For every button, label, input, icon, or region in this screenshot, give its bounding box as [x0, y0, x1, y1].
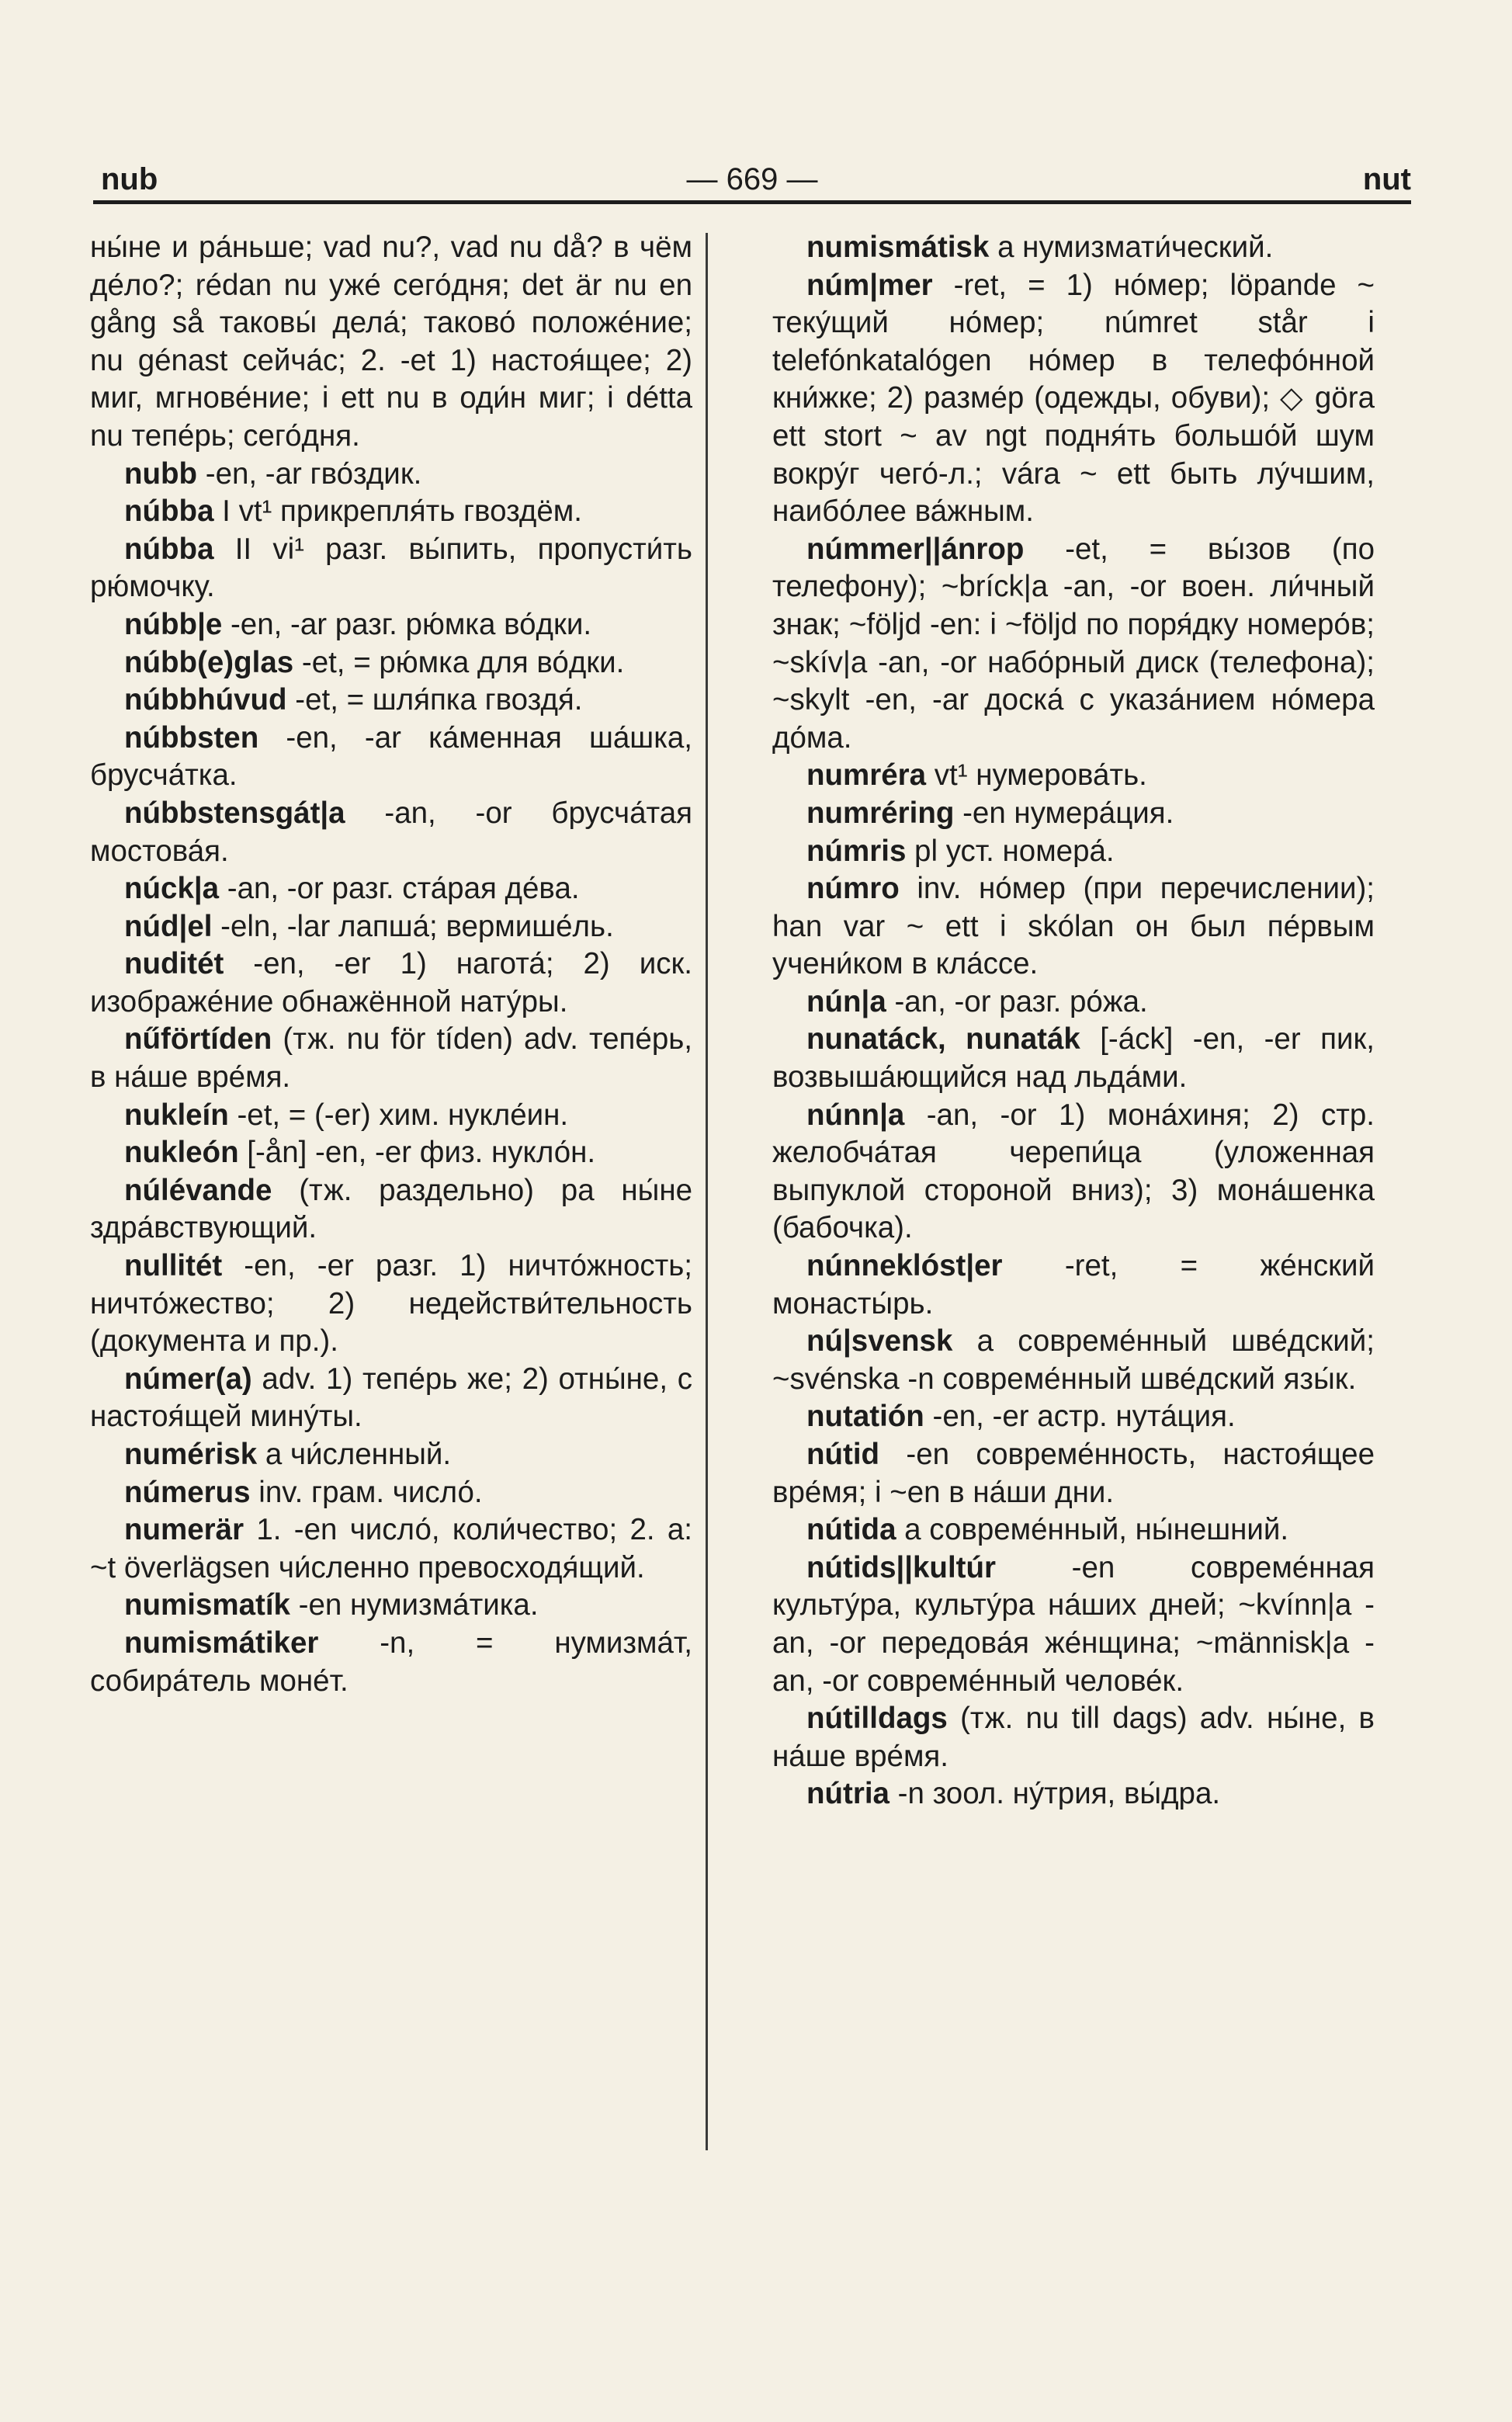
entry-definition: pl уст. номера́. [906, 834, 1115, 868]
entry-headword: númmer||ánrop [806, 532, 1025, 566]
dictionary-entry [772, 1323, 1375, 1398]
dictionary-entry [90, 1511, 692, 1587]
dictionary-entry [90, 1587, 692, 1625]
dictionary-entry [772, 531, 1375, 758]
dictionary-entry [90, 1436, 692, 1474]
entry-definition: -en, -er 1) нагота́; 2) иск. изображе́ние обнажённой нату́ры. [90, 947, 692, 1018]
entry-definition: ны́не и ра́ньше; vad nu?, vad nu då? в чём де́ло?; rédan nu уже́ сего́дня; det är nu en gång så таковы́ дела́; таково́ положе́ние; nu génast сейча́с; 2. -et 1) настоя́щее; 2) миг, мгнове́ние; i ett nu в оди́н миг; i détta nu тепе́рь; сего́дня. [90, 231, 692, 453]
entry-definition: (тж. nu för tíden) adv. тепе́рь, в на́ше вре́мя. [90, 1022, 692, 1095]
entry-definition: -an, -or разг. ста́рая де́ва. [219, 872, 580, 906]
entry-definition: -et, = рю́мка для во́дки. [293, 645, 625, 679]
dictionary-entry [90, 1474, 692, 1512]
entry-definition: -an, -or 1) мона́хиня; 2) стр. желобча́тая черепи́ца (уложенная выпуклой стороной вниз); 3) мона́шенка (бабочка). [772, 1098, 1375, 1245]
entry-headword: nűförtíden [124, 1022, 272, 1057]
entry-definition: -eln, -lar лапша́; вермише́ль. [212, 909, 614, 943]
entry-definition: -en, -ar разг. рю́мка во́дки. [222, 607, 592, 641]
entry-definition: I vt¹ прикрепля́ть гвоздём. [213, 494, 582, 529]
entry-headword: nukleín [124, 1098, 229, 1132]
dictionary-entry [772, 757, 1375, 795]
entry-definition: -en совреме́нная культу́ра, культу́ра на́ших дней; ~kvínn|a -an, -or передова́я же́нщина; ~människ|a -an, -or совреме́нный челове́к. [772, 1550, 1375, 1698]
left-guide-word: nub [101, 162, 158, 196]
dictionary-entry [772, 870, 1375, 984]
entry-definition: -en нумизма́тика. [290, 1588, 539, 1622]
entry-headword: numérisk [124, 1438, 258, 1471]
right-column [772, 229, 1375, 1813]
entry-headword: nubb [124, 456, 198, 491]
entry-definition: (тж. раздельно) ра ны́не здра́вствующий. [90, 1173, 692, 1245]
entry-headword: núbba [124, 532, 214, 566]
entry-headword: núbba [124, 494, 214, 529]
dictionary-entry [772, 833, 1375, 871]
entry-headword: númro [806, 872, 900, 906]
entry-definition: [-ån] -en, -er физ. нукло́н. [238, 1136, 596, 1170]
dictionary-entry [90, 531, 692, 606]
entry-definition: adv. 1) тепе́рь же; 2) отны́не, с настоя́щей мину́ты. [90, 1362, 692, 1434]
dictionary-entry [90, 644, 692, 682]
entry-definition: -en, -er астр. нута́ция. [924, 1400, 1236, 1434]
dictionary-entry [772, 1549, 1375, 1700]
running-header [93, 155, 1411, 202]
dictionary-entry [90, 946, 692, 1021]
entry-definition: 1. -en число́, коли́чество; 2. a: ~t överlägsen чи́сленно превосходя́щий. [90, 1513, 692, 1584]
right-guide-word: nut [1362, 162, 1411, 196]
entry-headword: nútid [806, 1438, 880, 1471]
entry-definition: -en нумера́ция. [954, 796, 1174, 830]
entry-headword: numismatík [124, 1588, 290, 1622]
dictionary-entry [90, 229, 692, 456]
entry-headword: nútida [806, 1513, 896, 1547]
entry-definition: -an, -or разг. ро́жа. [886, 984, 1148, 1018]
dictionary-entry [90, 870, 692, 908]
entry-headword: númris [806, 834, 907, 868]
entry-headword: nuditét [124, 947, 224, 981]
entry-headword: numismátisk [806, 231, 990, 264]
left-column [90, 229, 692, 1700]
entry-definition: II vi¹ разг. вы́пить, пропусти́ть рю́мочку. [90, 532, 692, 604]
entry-definition: -et, = шля́пка гвоздя́. [286, 683, 583, 717]
entry-definition: a чи́сленный. [257, 1438, 452, 1471]
entry-definition: a совреме́нный шве́дский; ~svénska -n совреме́нный шве́дский язы́к. [772, 1324, 1375, 1396]
entry-headword: nútids||kultúr [806, 1550, 996, 1584]
entry-headword: nunatáck, nunaták [806, 1022, 1080, 1057]
entry-definition: -en, -ar ка́менная ша́шка, брусча́тка. [90, 720, 692, 793]
header-rule [93, 200, 1411, 204]
dictionary-entry [772, 795, 1375, 833]
dictionary-entry [90, 606, 692, 644]
entry-definition: -an, -or брусча́тая мостова́я. [90, 796, 692, 868]
entry-headword: nutatión [806, 1400, 924, 1434]
entry-headword: núbbhúvud [124, 683, 287, 717]
dictionary-entry [90, 720, 692, 795]
dictionary-entry [772, 1398, 1375, 1436]
entry-headword: núbb(e)glas [124, 645, 294, 679]
dictionary-entry [90, 1097, 692, 1135]
entry-headword: nú|svensk [806, 1324, 953, 1358]
dictionary-entry [90, 1625, 692, 1700]
entry-headword: numismátiker [124, 1626, 319, 1660]
entry-headword: numerär [124, 1513, 244, 1547]
entry-definition: -en совреме́нность, настоя́щее вре́мя; i ~en в на́ши дни. [772, 1438, 1375, 1509]
entry-headword: núm|mer [806, 268, 933, 302]
entry-definition: -et, = (-er) хим. нукле́ин. [228, 1098, 569, 1132]
entry-headword: númer(a) [124, 1362, 252, 1396]
dictionary-entry [90, 1361, 692, 1436]
dictionary-entry [90, 1134, 692, 1172]
entry-headword: nullitét [124, 1249, 223, 1283]
entry-headword: núnn|a [806, 1098, 905, 1132]
dictionary-entry [772, 1700, 1375, 1775]
entry-definition: -ret, = 1) но́мер; löpande ~ теку́щий но́мер; númret står i telefónkatalógen но́мер в телефо́нной кни́жке; 2) разме́р (одежды, обуви); ◇ göra ett stort ~ av ngt подня́ть большо́й шум вокру́г чего́-л.; vára ~ ett быть лу́чшим, наибо́лее ва́жным. [772, 268, 1375, 529]
page-number: — 669 — [686, 162, 818, 196]
dictionary-entry [772, 1247, 1375, 1323]
entry-definition: inv. но́мер (при перечислении); han var ~ ett i skólan он был пе́рвым учени́ком в кла́ссе. [772, 872, 1375, 981]
dictionary-entry [772, 267, 1375, 531]
dictionary-entry [772, 1775, 1375, 1813]
dictionary-entry [90, 908, 692, 946]
entry-definition: [-áck] -en, -er пик, возвыша́ющийся над льда́ми. [772, 1022, 1375, 1095]
entry-definition: -n, = нумизма́т, собира́тель моне́т. [90, 1626, 692, 1698]
entry-definition: -en, -ar гво́здик. [197, 456, 422, 491]
dictionary-entry [90, 493, 692, 531]
entry-headword: núlévande [124, 1173, 272, 1207]
dictionary-entry [772, 229, 1375, 267]
entry-definition: -et, = вы́зов (по телефону); ~bríck|a -an, -or воен. ли́чный знак; ~följd -en: i ~följd по поря́дку номеро́в; ~skív|a -an, -or набо́рный диск (телефона); ~skylt -en, -ar доска́ с указа́нием но́мера до́ма. [772, 532, 1375, 755]
entry-headword: núbbstensgát|a [124, 796, 345, 830]
entry-headword: nútilldags [806, 1702, 948, 1736]
entry-headword: numréra [806, 758, 927, 793]
entry-definition: inv. грам. число́. [250, 1475, 483, 1509]
dictionary-entry [90, 795, 692, 870]
entry-definition: vt¹ нумерова́ть. [926, 758, 1147, 793]
column-divider [706, 233, 708, 2150]
entry-headword: núck|a [124, 872, 220, 906]
dictionary-entry [90, 1021, 692, 1096]
dictionary-entry [772, 1436, 1375, 1511]
entry-definition: (тж. nu till dags) adv. ны́не, в на́ше вре́мя. [772, 1702, 1375, 1773]
dictionary-entry [90, 1247, 692, 1361]
entry-headword: númerus [124, 1475, 251, 1509]
entry-headword: nukleón [124, 1136, 239, 1170]
dictionary-entry [90, 682, 692, 720]
entry-headword: numréring [806, 796, 955, 830]
dictionary-entry [772, 1021, 1375, 1096]
dictionary-entry [772, 1097, 1375, 1247]
entry-headword: núbb|e [124, 607, 223, 641]
entry-headword: núbbsten [124, 720, 259, 755]
entry-headword: nútria [806, 1777, 890, 1811]
dictionary-entry [772, 1511, 1375, 1549]
entry-definition: a нумизмати́ческий. [989, 231, 1274, 264]
entry-headword: nún|a [806, 984, 886, 1018]
dictionary-entry [90, 456, 692, 494]
dictionary-entry [90, 1172, 692, 1247]
entry-headword: núnneklóst|er [806, 1249, 1003, 1283]
entry-headword: núd|el [124, 909, 213, 943]
entry-definition: a совреме́нный, ны́нешний. [896, 1513, 1289, 1547]
entry-definition: -n зоол. ну́трия, вы́дра. [889, 1777, 1221, 1811]
entry-definition: -en, -er разг. 1) ничто́жность; ничто́жество; 2) недействи́тельность (документа и пр.). [90, 1249, 692, 1358]
entry-definition: -ret, = же́нский монасты́рь. [772, 1249, 1375, 1320]
dictionary-entry [772, 984, 1375, 1022]
